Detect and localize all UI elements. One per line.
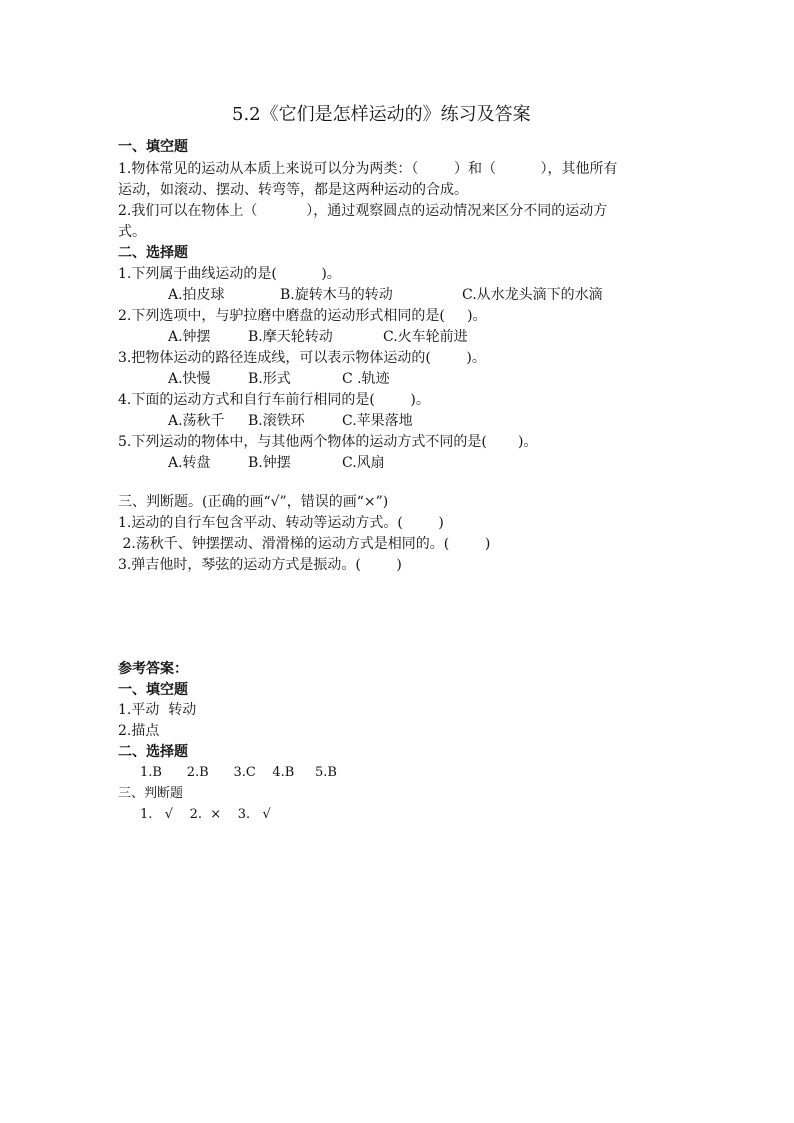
option-b: B.钟摆 bbox=[248, 455, 291, 471]
option-c: C.火车轮前进 bbox=[383, 329, 468, 345]
question-stem: 4.下面的运动方式和自行车前行相同的是( )。 bbox=[118, 392, 430, 408]
question-text: 式。 bbox=[118, 224, 146, 240]
section3-heading: 三、判断题。(正确的画“√”，错误的画“×”) bbox=[118, 494, 389, 510]
option-c: C.从水龙头滴下的水滴 bbox=[462, 287, 603, 303]
question-stem: 1.下列属于曲线运动的是( )。 bbox=[118, 266, 341, 282]
answers-section2-heading: 二、选择题 bbox=[118, 744, 188, 760]
option-b: B.旋转木马的转动 bbox=[280, 287, 393, 303]
answer-line: 1. √ 2. × 3. √ bbox=[140, 807, 271, 822]
option-b: B.滚铁环 bbox=[248, 413, 305, 429]
answer-line: 2.描点 bbox=[118, 723, 160, 739]
question-stem: 5.下列运动的物体中，与其他两个物体的运动方式不同的是( )。 bbox=[118, 434, 538, 450]
page-title: 5.2《它们是怎样运动的》练习及答案 bbox=[232, 104, 531, 125]
judgement-item: 1.运动的自行车包含平动、转动等运动方式。( ) bbox=[118, 515, 444, 531]
judgement-item: 2.荡秋千、钟摆摆动、滑滑梯的运动方式是相同的。( ) bbox=[118, 536, 491, 552]
answers-section3-heading: 三、判断题 bbox=[118, 786, 184, 801]
option-a: A.拍皮球 bbox=[168, 287, 225, 303]
answers-section1-heading: 一、填空题 bbox=[118, 682, 188, 698]
question-text: 2.我们可以在物体上（ ），通过观察圆点的运动情况来区分不同的运动方 bbox=[118, 203, 608, 219]
judgement-item: 3.弹吉他时，琴弦的运动方式是振动。( ) bbox=[118, 557, 402, 573]
question-text: 1.物体常见的运动从本质上来说可以分为两类：（ ）和（ ），其他所有 bbox=[118, 161, 618, 177]
option-b: B.摩天轮转动 bbox=[248, 329, 333, 345]
option-c: C.苹果落地 bbox=[342, 413, 413, 429]
option-b: B.形式 bbox=[248, 371, 291, 387]
answer-line: 1.B 2.B 3.C 4.B 5.B bbox=[140, 765, 337, 780]
answer-line: 1.平动 转动 bbox=[118, 702, 197, 718]
question-stem: 2.下列选项中，与驴拉磨中磨盘的运动形式相同的是( )。 bbox=[118, 308, 487, 324]
option-a: A.快慢 bbox=[168, 371, 211, 387]
answers-heading: 参考答案： bbox=[118, 661, 188, 677]
section1-heading: 一、填空题 bbox=[118, 139, 188, 155]
option-a: A.钟摆 bbox=[168, 329, 211, 345]
option-c: C .轨迹 bbox=[342, 371, 390, 387]
question-text: 运动，如滚动、摆动、转弯等，都是这两种运动的合成。 bbox=[118, 182, 468, 198]
option-a: A.荡秋千 bbox=[168, 413, 225, 429]
option-a: A.转盘 bbox=[168, 455, 211, 471]
section2-heading: 二、选择题 bbox=[118, 245, 188, 261]
question-stem: 3.把物体运动的路径连成线，可以表示物体运动的( )。 bbox=[118, 350, 486, 366]
option-c: C.风扇 bbox=[342, 455, 385, 471]
